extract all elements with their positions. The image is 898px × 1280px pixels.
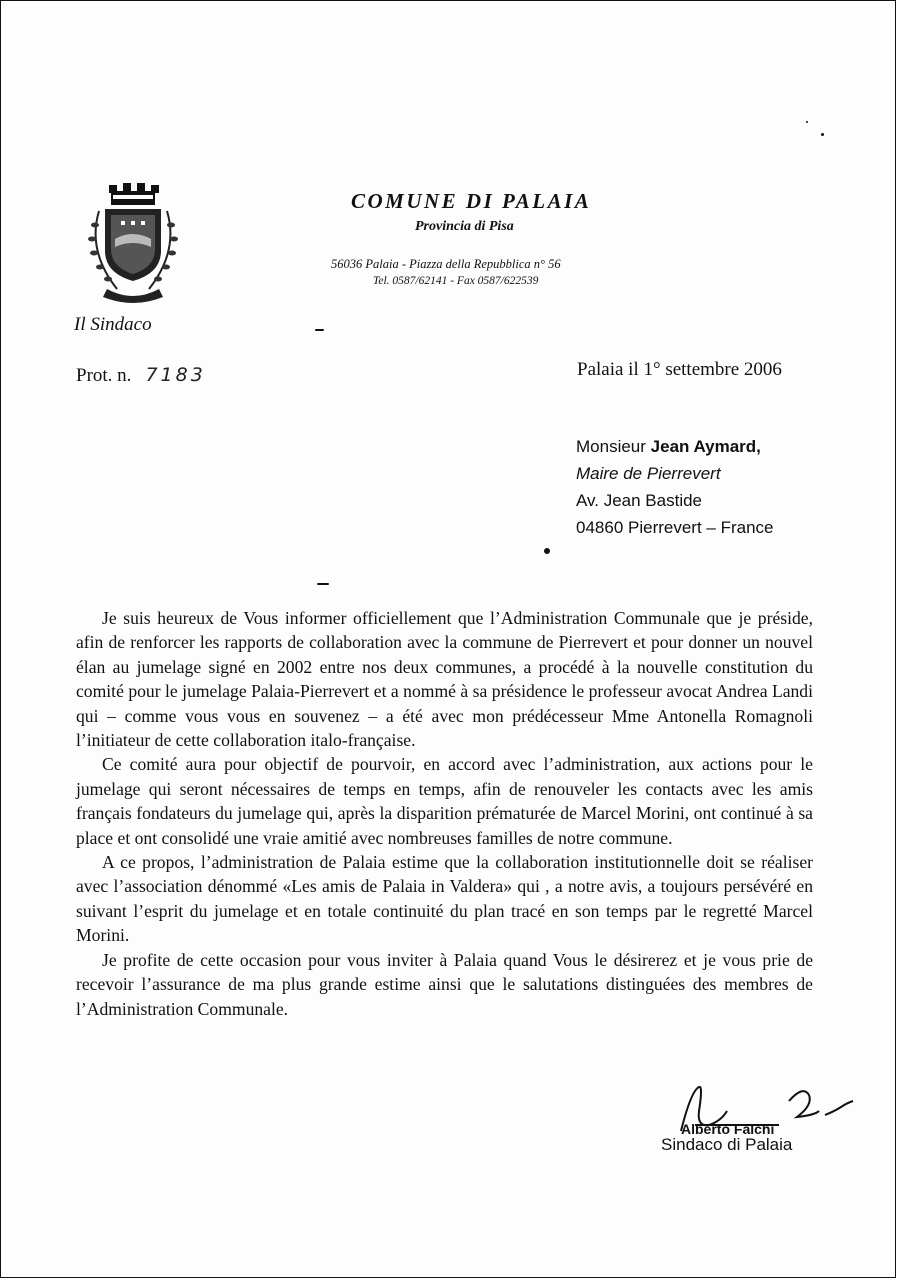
protocol-line [76, 364, 206, 387]
ink-speck [806, 121, 808, 123]
body-paragraph: Je profite de cette occasion pour vous inviter à Palaia quand Vous le désirerez et je vous prie de recevoir l’assurance de ma plus grande estime ainsi que le salutations distinguées des membres de l’Administration Communale. [76, 949, 813, 1019]
municipality-name: COMUNE DI PALAIA [351, 189, 592, 213]
coat-of-arms-icon [77, 181, 189, 309]
signatory-title: Sindaco di Palaia [661, 1135, 793, 1154]
recipient-role: Maire de Pierrevert [576, 464, 721, 483]
recipient-address [576, 433, 774, 541]
address-line: 56036 Palaia - Piazza della Repubblica n° 56 [331, 257, 561, 271]
ink-speck [317, 583, 329, 585]
province-name: Provincia di Pisa [415, 219, 514, 234]
recipient-name-line [576, 433, 774, 460]
signatory-name: Alberto Falchi [681, 1121, 775, 1137]
office-label: Il Sindaco [74, 314, 152, 335]
protocol-label: Prot. n. [76, 365, 132, 386]
recipient-street: Av. Jean Bastide [576, 491, 703, 510]
phone-fax-line: Tel. 0587/62141 - Fax 0587/622539 [373, 275, 539, 287]
signature-block [661, 1081, 861, 1161]
recipient-city: 04860 Pierrevert – France [576, 518, 774, 537]
recipient-salutation: Monsieur [576, 437, 646, 456]
letter-date: Palaia il 1° settembre 2006 [577, 359, 782, 380]
body-paragraph: A ce propos, l’administration de Palaia estime que la collaboration institutionnelle doit se réaliser avec l’association dénommé «Les amis de Palaia in Valdera» qui , a notre avis, a toujours persévéré en suivant l’esprit du jumelage et en totale continuité du plan tracé en son temps par le regretté Marcel Morini. [76, 852, 813, 946]
body-paragraph: Ce comité aura pour objectif de pourvoir, en accord avec l’administration, aux actions pour le jumelage qui seront nécessaires de temps en temps, afin de renouveler les contacts avec les amis français fondateurs du jumelage qui, après la disparition prématurée de Marcel Morini, ont continué à sa place et ont consolidé une vraie amitié avec nombreuses familles de notre commune. [76, 754, 813, 848]
ink-speck [315, 329, 324, 331]
ink-speck [544, 548, 550, 554]
body-paragraph: Je suis heureux de Vous informer officiellement que l’Administration Communale que je préside, afin de renforcer les rapports de collaboration avec la commune de Pierrevert et pour donner un nouvel élan au jumelage signé en 2002 entre nos deux communes, a procédé à la nouvelle constitution du comité pour le jumelage Palaia-Pierrevert et a nommé à sa présidence le professeur avocat Andrea Landi qui – comme vous vous en souvenez – a été avec mon prédécesseur Mme Antonella Romagnoli l’initiateur de cette collaboration italo-française. [76, 608, 813, 751]
ink-speck [821, 133, 824, 136]
recipient-name: Jean Aymard, [650, 437, 761, 456]
letter-body [76, 606, 813, 1021]
protocol-number: 7183 [145, 364, 206, 386]
